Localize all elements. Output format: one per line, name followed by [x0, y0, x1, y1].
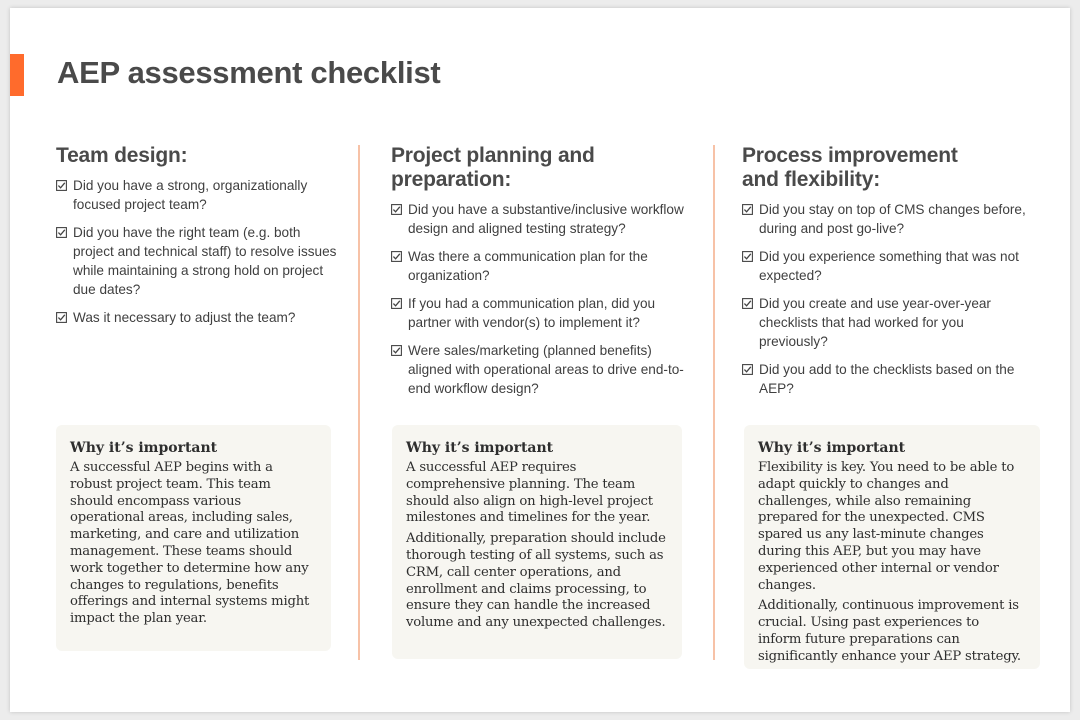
why-important-box [392, 425, 682, 659]
checklist-item-text: Did you stay on top of CMS changes before, during and post go-live? [759, 202, 1026, 236]
checkbox-icon [391, 251, 402, 262]
checklist-item [391, 200, 697, 238]
checklist-item [742, 247, 1030, 285]
checkbox-icon [391, 298, 402, 309]
column-heading: Team design: [56, 144, 188, 167]
column-divider [713, 145, 715, 660]
checkbox-icon [56, 227, 67, 238]
why-important-text: Flexibility is key. You need to be able to adapt quickly to changes and challenges, while also remaining prepared for the unexpected. CMS spared us any last-minute changes during this AEP, but you may have experienced other internal or vendor changes. [758, 460, 1015, 593]
why-important-box [744, 425, 1040, 669]
checklist-item-text: If you had a communication plan, did you partner with vendor(s) to implement it? [408, 296, 656, 330]
checkbox-icon [56, 180, 67, 191]
title-accent-bar [10, 54, 24, 96]
checkbox-icon [391, 345, 402, 356]
column-divider [358, 145, 360, 660]
checklist-item [742, 294, 1030, 351]
checklist-item [742, 200, 1030, 238]
column-team-design [56, 144, 338, 336]
why-important-text: A successful AEP begins with a robust project team. This team should encompass various operational areas, including sales, marketing, and care and utilization management. These teams should work together to determine how any changes to regulations, benefits offerings and internal systems might impact the plan year. [70, 460, 310, 627]
checklist-item-text: Did you add to the checklists based on the AEP? [759, 362, 1015, 396]
why-important-heading: Why it’s important [70, 440, 218, 456]
checklist [742, 200, 1030, 398]
checkbox-icon [391, 204, 402, 215]
column-heading: Project planning and preparation: [391, 144, 595, 191]
why-important-heading: Why it’s important [758, 440, 906, 456]
checklist [391, 200, 697, 398]
checklist-item [391, 247, 697, 285]
checklist-item-text: Did you create and use year-over-year checklists that had worked for you previously? [759, 296, 991, 349]
checkbox-icon [742, 298, 753, 309]
checklist-item [56, 308, 338, 327]
page-title: AEP assessment checklist [57, 55, 441, 90]
checklist-item [391, 341, 697, 398]
checklist-item-text: Did you have a strong, organizationally focused project team? [73, 178, 308, 212]
checklist-item [56, 176, 338, 214]
why-important-text: A successful AEP requires comprehensive planning. The team should also align on high-level project milestones and timelines for the year. [406, 460, 653, 526]
column-process-improvement [742, 144, 1030, 407]
why-important-text: Additionally, continuous improvement is crucial. Using past experiences to inform future preparations can significantly enhance your AEP strategy. [758, 598, 1021, 664]
checklist-item [742, 360, 1030, 398]
why-important-box [56, 425, 331, 651]
checklist [56, 176, 338, 327]
checklist-item-text: Did you have the right team (e.g. both project and technical staff) to resolve issues while maintaining a strong hold on project due dates? [73, 225, 337, 297]
checkbox-icon [742, 251, 753, 262]
checklist-item-text: Was it necessary to adjust the team? [73, 310, 296, 325]
checklist-item-text: Did you have a substantive/inclusive workflow design and aligned testing strategy? [408, 202, 684, 236]
checklist-item [391, 294, 697, 332]
checkbox-icon [742, 204, 753, 215]
why-important-heading: Why it’s important [406, 440, 554, 456]
checkbox-icon [742, 364, 753, 375]
checklist-item-text: Did you experience something that was not expected? [759, 249, 1019, 283]
checkbox-icon [56, 312, 67, 323]
checklist-item-text: Was there a communication plan for the organization? [408, 249, 648, 283]
checklist-item [56, 223, 338, 299]
column-project-planning [391, 144, 697, 407]
checklist-item-text: Were sales/marketing (planned benefits) aligned with operational areas to drive end-to-end workflow design? [408, 343, 684, 396]
why-important-text: Additionally, preparation should include thorough testing of all systems, such as CRM, call center operations, and enrollment and claims processing, to ensure they can handle the increased volume and any unexpected challenges. [406, 531, 666, 631]
column-heading: Process improvement and flexibility: [742, 144, 958, 191]
